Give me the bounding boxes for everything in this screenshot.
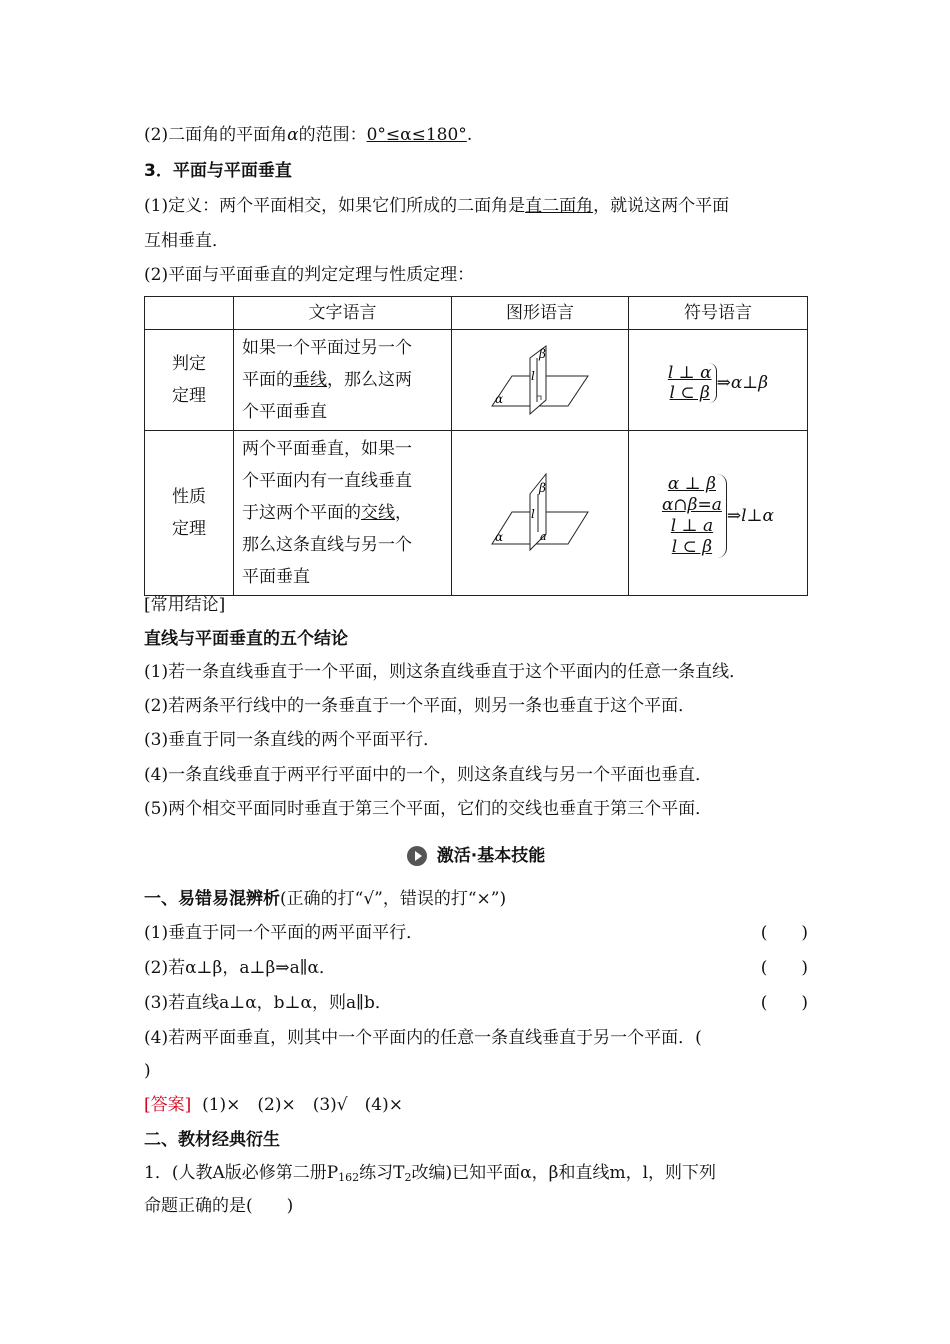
header-text-language: 文字语言 [234,297,452,330]
header-figure-language: 图形语言 [452,297,629,330]
judgement-item-4: (4)若两平面垂直，则其中一个平面内的任意一条直线垂直于另一个平面．( [144,1028,702,1048]
conclusion-item: (4)一条直线垂直于两平行平面中的一个，则这条直线与另一个平面也垂直． [144,765,713,785]
answer-tag: [答案] [144,1095,192,1115]
part2-heading: 二、教材经典衍生 [144,1130,280,1150]
property-symbol: α ⊥ β α∩β=a l ⊥ a l ⊂ β ⇒l⊥α [661,474,775,557]
skills-section-heading: 激活·基本技能 [144,842,808,870]
section-3-title: 3．平面与平面垂直 [144,161,292,181]
svg-text:α: α [495,392,504,406]
answer-line: [答案] (1)× (2)× (3)√ (4)× [144,1095,403,1115]
definition-line: (1)定义：两个平面相交，如果它们所成的二面角是直二面角，就说这两个平面 [144,196,730,216]
range-answer: 0°≤α≤180° [366,125,467,145]
table-row-property: 性质 定理 两个平面垂直，如果一 个平面内有一直线垂直 于这两个平面的交线， 那么这条直线与另一个 平面垂直 β l α a α ⊥ β α∩β=a l ⊥ a l ⊂ β ⇒l⊥α [145,431,808,596]
header-empty [145,297,234,330]
question-1-line-2: 命题正确的是( ) [144,1196,294,1216]
conclusion-item: (2)若两条平行线中的一条垂直于一个平面，则另一条也垂直于这个平面． [144,696,696,716]
dihedral-range-line: (2)二面角的平面角α的范围：0°≤α≤180°. [144,125,473,145]
svg-text:l: l [531,369,535,383]
judgement-item: (3)若直线a⊥α，b⊥α，则a∥b． ( ) [144,990,808,1016]
svg-text:l: l [531,507,535,521]
judgement-item: (1)垂直于同一个平面的两平面平行． ( ) [144,920,808,946]
answer-blank: ( ) [760,993,808,1013]
table-row-criterion: 判定 定理 如果一个平面过另一个 平面的垂线，那么这两 个平面垂直 β l α l ⊥ α l ⊂ β ⇒α⊥β [145,330,808,431]
question-1-line-1: 1．(人教A版必修第二册$P_{162}$练习$T_2$改编)已知平面α，β和直线m，l，则下列 [144,1163,717,1184]
header-symbol-language: 符号语言 [629,297,808,330]
theorem-intro: (2)平面与平面垂直的判定定理与性质定理： [144,265,475,285]
svg-text:β: β [539,481,546,495]
criterion-symbol: l ⊥ α l ⊂ β ⇒α⊥β [667,363,769,403]
svg-text:α: α [495,530,504,544]
conclusion-item: (3)垂直于同一条直线的两个平面平行． [144,730,441,750]
theorem-table [144,296,808,596]
svg-text:a: a [540,530,547,543]
play-circle-icon [407,846,427,866]
svg-text:β: β [539,347,546,361]
judgement-item: (2)若α⊥β，a⊥β⇒a∥α． ( ) [144,955,808,981]
definition-term: 直二面角 [525,196,594,216]
table-header-row [145,297,808,330]
property-figure [490,472,590,554]
judgement-item-4-close: ) [144,1061,151,1081]
definition-line-2: 互相垂直． [144,231,229,251]
answer-blank: ( ) [760,923,808,943]
common-conclusions-tag: [常用结论] [144,595,226,615]
common-conclusions-title: 直线与平面垂直的五个结论 [144,629,348,649]
criterion-figure [490,344,590,416]
answer-blank: ( ) [760,958,808,978]
part1-heading: 一、易错易混辨析(正确的打“√”，错误的打“×”) [144,889,507,909]
conclusion-item: (1)若一条直线垂直于一个平面，则这条直线垂直于这个平面内的任意一条直线． [144,662,747,682]
conclusion-item: (5)两个相交平面同时垂直于第三个平面，它们的交线也垂直于第三个平面． [144,799,713,819]
